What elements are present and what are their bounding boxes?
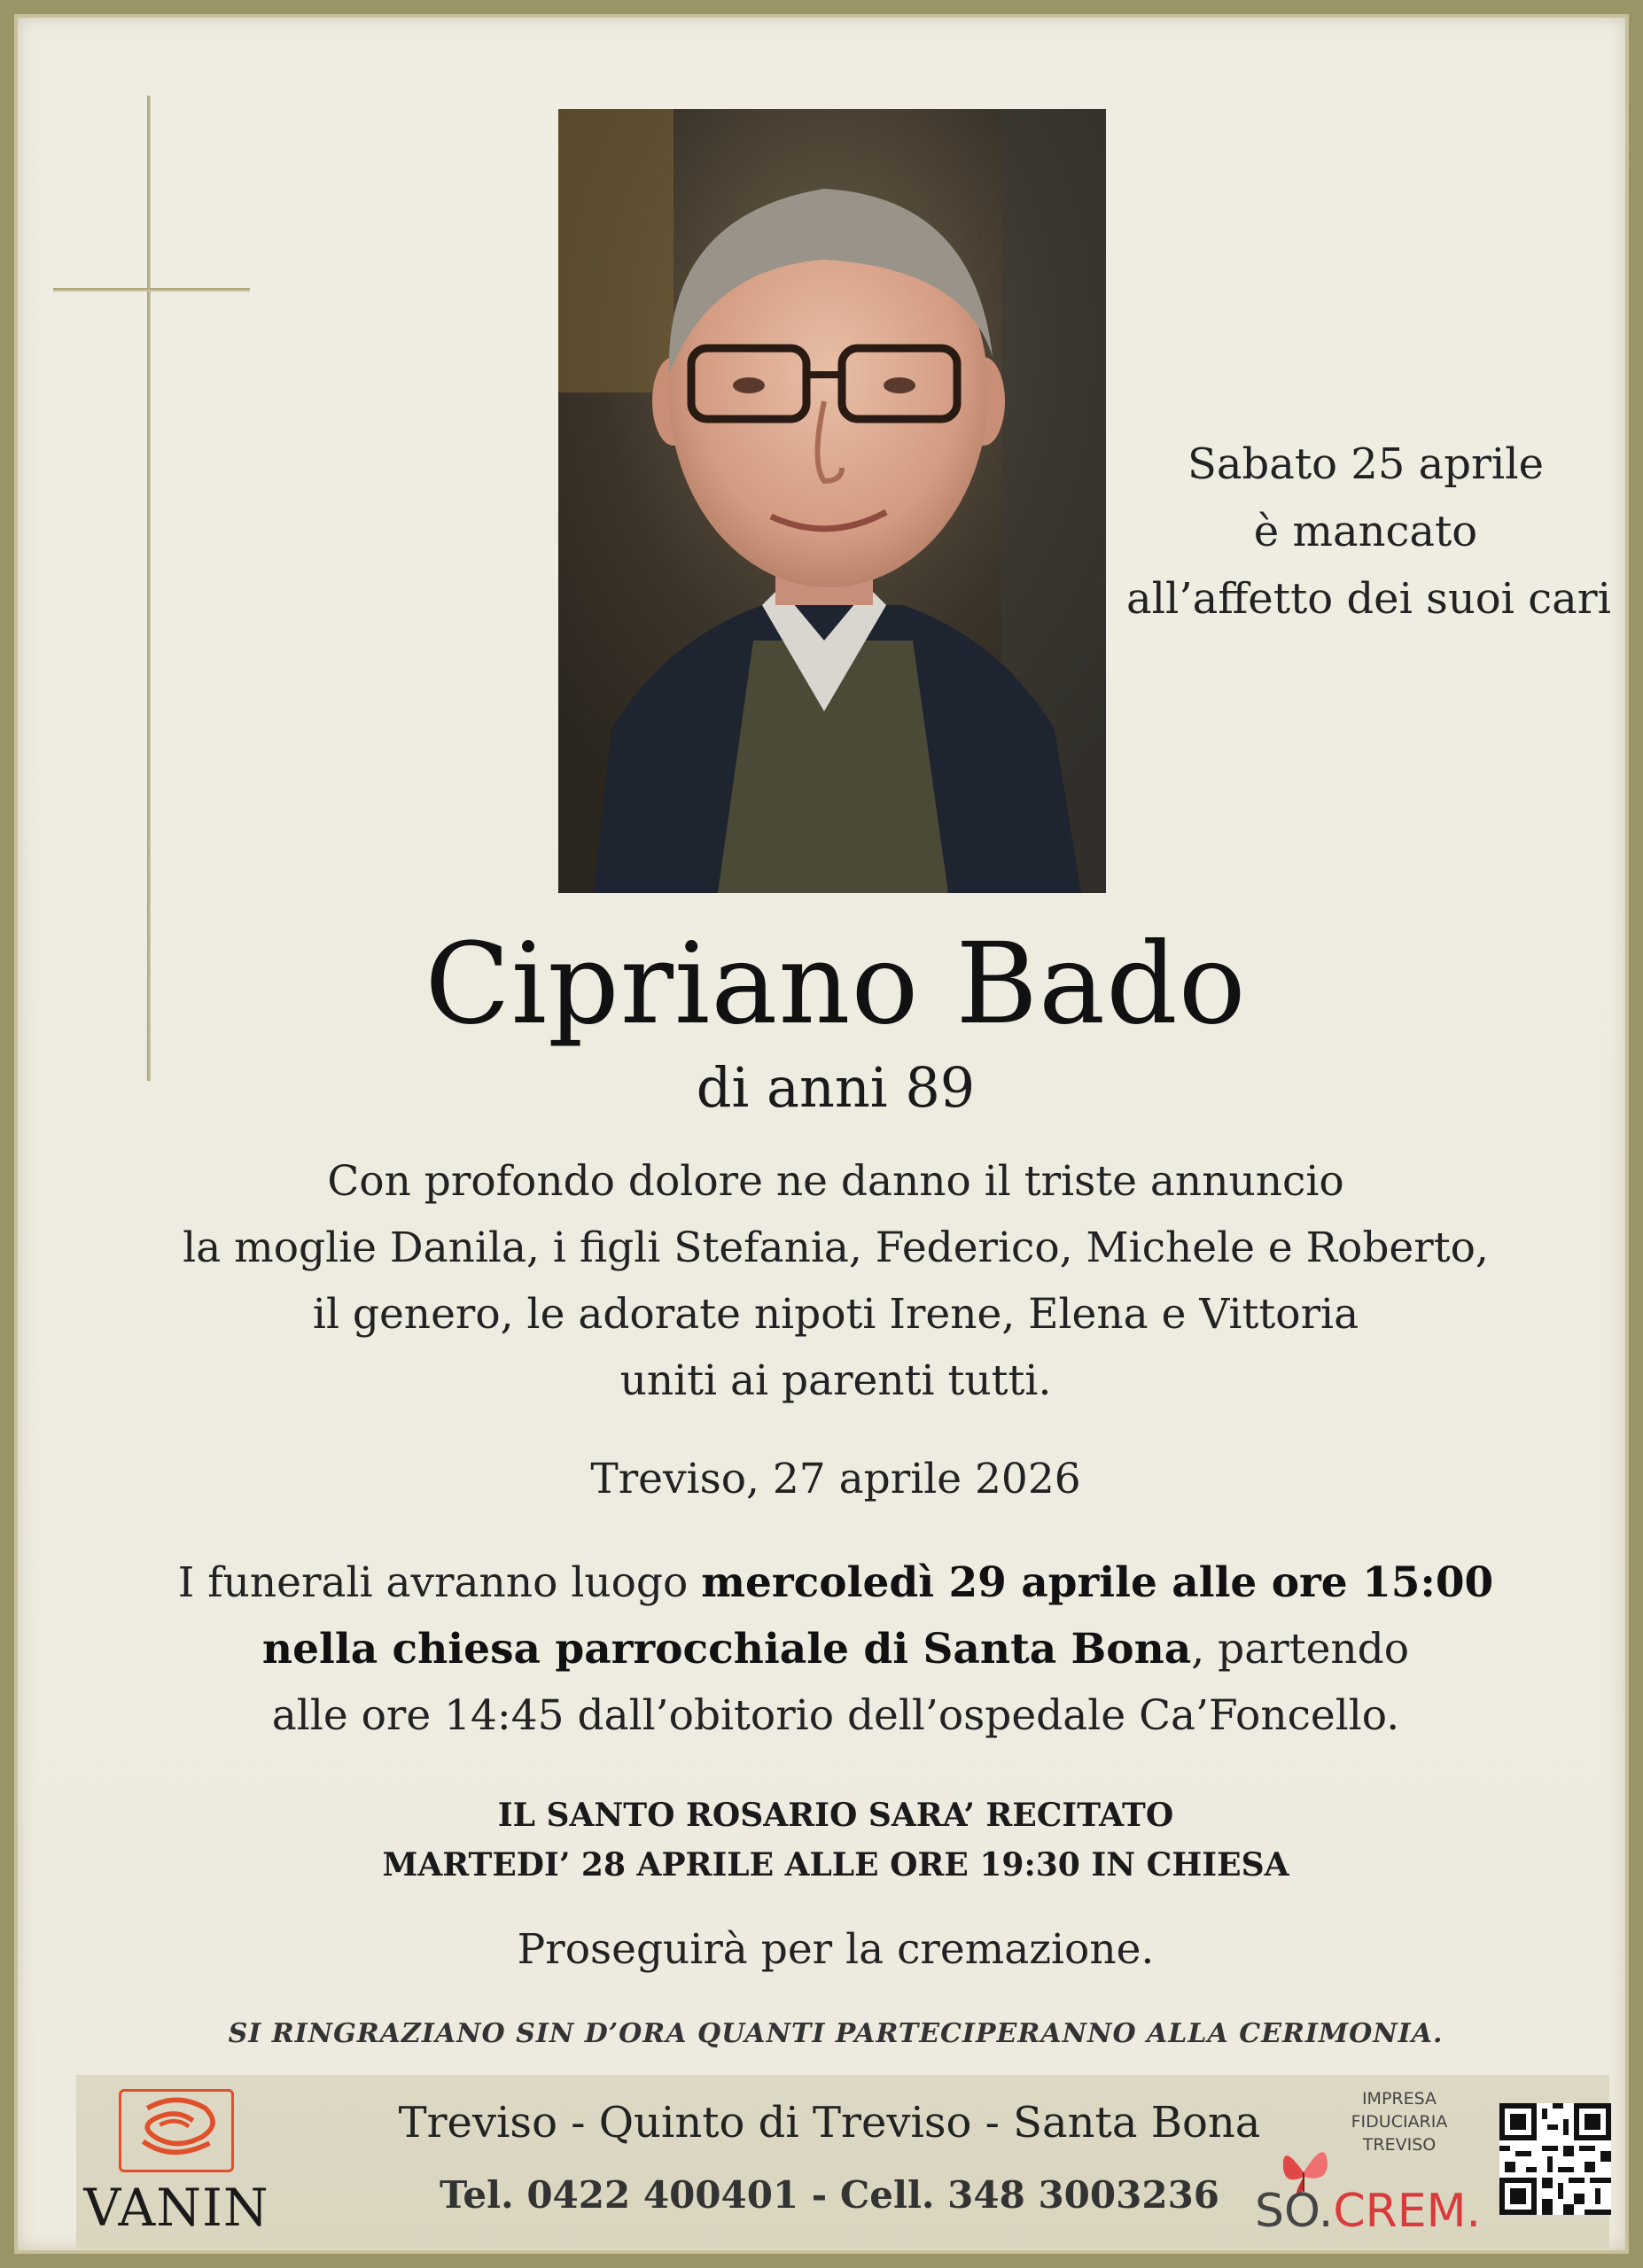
announcement-line: la moglie Danila, i figli Stefania, Federico, Michele e Roberto, (183, 1223, 1489, 1272)
socrem-label-line: IMPRESA (1361, 2089, 1437, 2109)
deceased-name: Cipriano Bado (424, 919, 1247, 1049)
thanks-note: SI RINGRAZIANO SIN D’ORA QUANTI PARTECIPERANNO ALLA CERIMONIA. (228, 2018, 1444, 2049)
announcement (14, 1148, 1643, 1414)
funeral-church: nella chiesa parrocchiale di Santa Bona (261, 1625, 1192, 1674)
footer-phones: Tel. 0422 400401 - Cell. 348 3003236 (439, 2173, 1220, 2217)
funeral-datetime: mercoledì 29 aprile alle ore 15:00 (701, 1558, 1494, 1607)
rosary-line: MARTEDI’ 28 APRILE ALLE ORE 19:30 IN CHIESA (382, 1846, 1289, 1884)
socrem-crem: CREM. (1333, 2185, 1482, 2238)
death-note-line: è mancato (1253, 507, 1478, 556)
socrem-label-line: TREVISO (1362, 2135, 1437, 2155)
footer-locations: Treviso - Quinto di Treviso - Santa Bona (398, 2098, 1261, 2148)
announcement-line: Con profondo dolore ne danno il triste annuncio (327, 1157, 1344, 1206)
qr-code-icon[interactable] (1499, 2103, 1611, 2215)
funeral-departing: , partendo (1191, 1625, 1410, 1674)
place-date: Treviso, 27 aprile 2026 (590, 1455, 1081, 1503)
announcement-line: uniti ai parenti tutti. (619, 1356, 1052, 1405)
funeral-line-1 (14, 1550, 1643, 1616)
portrait-illustration (558, 109, 1106, 893)
cross-horizontal-bar (53, 288, 250, 291)
socrem-logo (1246, 2087, 1482, 2243)
death-note-line: Sabato 25 aprile (1187, 439, 1545, 489)
cremation-note: Proseguirà per la cremazione. (517, 1925, 1155, 1974)
announcement-line: il genero, le adorate nipoti Irene, Elena e Vittoria (312, 1290, 1359, 1339)
funeral-details (14, 1550, 1643, 1749)
rosary-line: IL SANTO ROSARIO SARA’ RECITATO (497, 1797, 1174, 1834)
funeral-intro: I funerali avranno luogo (177, 1558, 702, 1607)
deceased-age: di anni 89 (696, 1055, 976, 1120)
socrem-brand (1255, 2185, 1485, 2238)
socrem-so: SO. (1255, 2185, 1334, 2238)
funeral-home-footer (76, 2075, 1609, 2249)
rosary-note (14, 1790, 1643, 1890)
socrem-label-line: FIDUCIARIA (1351, 2112, 1448, 2132)
funeral-line-2 (14, 1616, 1643, 1682)
vanin-brand: VANIN (83, 2178, 269, 2238)
socrem-label (1324, 2087, 1475, 2156)
death-note-line: all’affetto dei suoi cari (1126, 574, 1612, 624)
death-note (1126, 431, 1612, 633)
funeral-line-3: alle ore 14:45 dall’obitorio dell’ospedale Ca’Foncello. (271, 1691, 1400, 1740)
vanin-logo-icon (119, 2089, 234, 2172)
portrait-photo (558, 109, 1106, 893)
